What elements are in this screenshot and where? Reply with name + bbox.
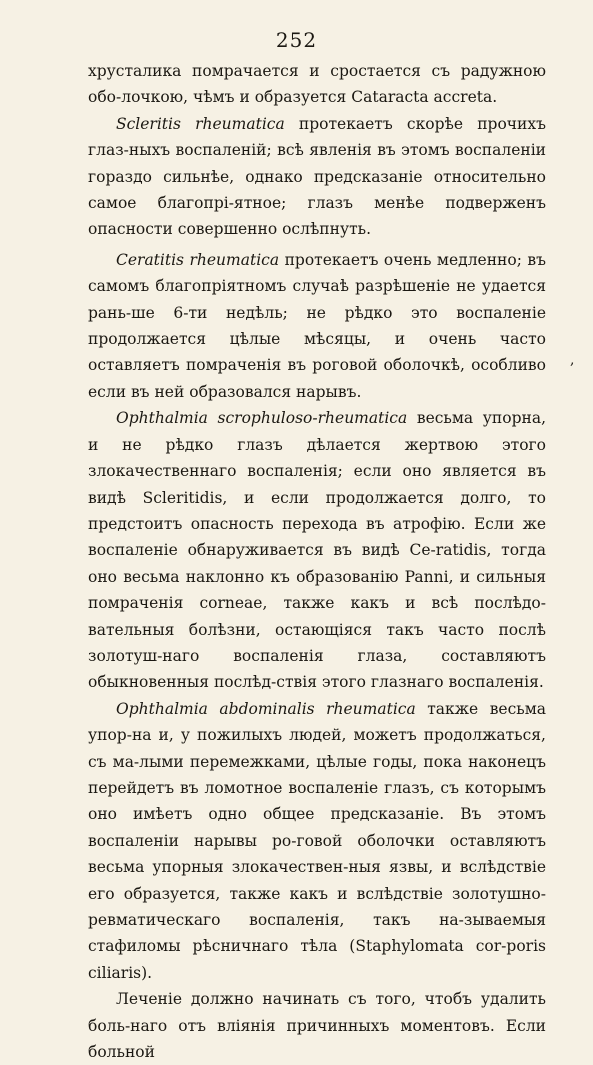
paragraph-ophthalmia-scrophuloso bbox=[88, 405, 546, 695]
paragraph-lead-term: Scleritis rheumatica bbox=[116, 114, 285, 133]
paragraph-text: протекаетъ скорѣе прочихъ глаз-ныхъ воспаленій; всѣ явленія въ этомъ воспаленіи гораздо сильнѣе, однако предсказаніе относительно самое благопрі-ятное; глазъ менѣе подверженъ опасности совершенно ослѣпнуть. bbox=[88, 114, 546, 239]
body-text bbox=[88, 58, 546, 1065]
paragraph-lead-term: Ceratitis rheumatica bbox=[116, 250, 280, 269]
paragraph-text: также весьма упор-на и, у пожилыхъ людей, можетъ продолжаться, съ ма-лыми перемежками, цѣлые годы, пока наконецъ перейдетъ въ ломотное воспаленіе глазъ, съ которымъ оно имѣетъ одно общее предсказаніе. Въ этомъ воспаленіи нарывы ро-говой оболочки оставляютъ весьма упорныя злокачествен-ныя язвы, и вслѣдствіе его образуется, также какъ и вслѣдствіе золотушно-ревматическаго воспаленія, такъ на-зываемыя стафиломы рѣсничнаго тѣла (Staphylomata cor-poris ciliaris). bbox=[88, 699, 547, 982]
page-number: 252 bbox=[275, 28, 318, 52]
paragraph-continuation bbox=[88, 58, 546, 111]
paragraph-lead-term: Ophthalmia abdominalis rheumatica bbox=[116, 699, 416, 718]
paragraph-text: весьма упорна, и не рѣдко глазъ дѣлается жертвою этого злокачественнаго воспаленія; если оно является въ видѣ Scleritidis, и если продолжается долго, то предстоитъ опасность перехода въ атрофію. Если же воспаленіе обнаруживается въ видѣ Ce-ratidis, тогда оно весьма наклонно къ образованію Panni, и сильныя помраченія corneae, также какъ и всѣ послѣдо-вательныя болѣзни, остающіяся такъ часто послѣ золотуш-наго воспаленія глаза, составляютъ обыкновенныя послѣд-ствія этого глазнаго воспаленія. bbox=[88, 409, 546, 692]
paragraph-lead-term: Ophthalmia scrophuloso-rheumatica bbox=[116, 409, 408, 428]
stray-mark: , bbox=[570, 352, 575, 368]
paragraph-ceratitis bbox=[88, 247, 546, 405]
paragraph-text: Леченіе должно начинать съ того, чтобъ удалить боль-наго отъ вліянія причинныхъ моментовъ. Если больной bbox=[88, 990, 546, 1062]
paragraph-ophthalmia-abdominalis bbox=[88, 696, 546, 986]
paragraph-text: протекаетъ очень медленно; въ самомъ благопріятномъ случаѣ разрѣшеніе не удается рань-ше 6-ти недѣль; не рѣдко это воспаленіе продолжается цѣлые мѣсяцы, и очень часто оставляетъ помраченія въ роговой оболочкѣ, особливо если въ ней образовался нарывъ. bbox=[88, 250, 547, 401]
paragraph-treatment bbox=[88, 986, 546, 1065]
paragraph-text: хрусталика помрачается и сростается съ радужною обо-лочкою, чѣмъ и образуется Cataracta accreta. bbox=[88, 62, 546, 107]
paragraph-scleritis bbox=[88, 111, 546, 243]
